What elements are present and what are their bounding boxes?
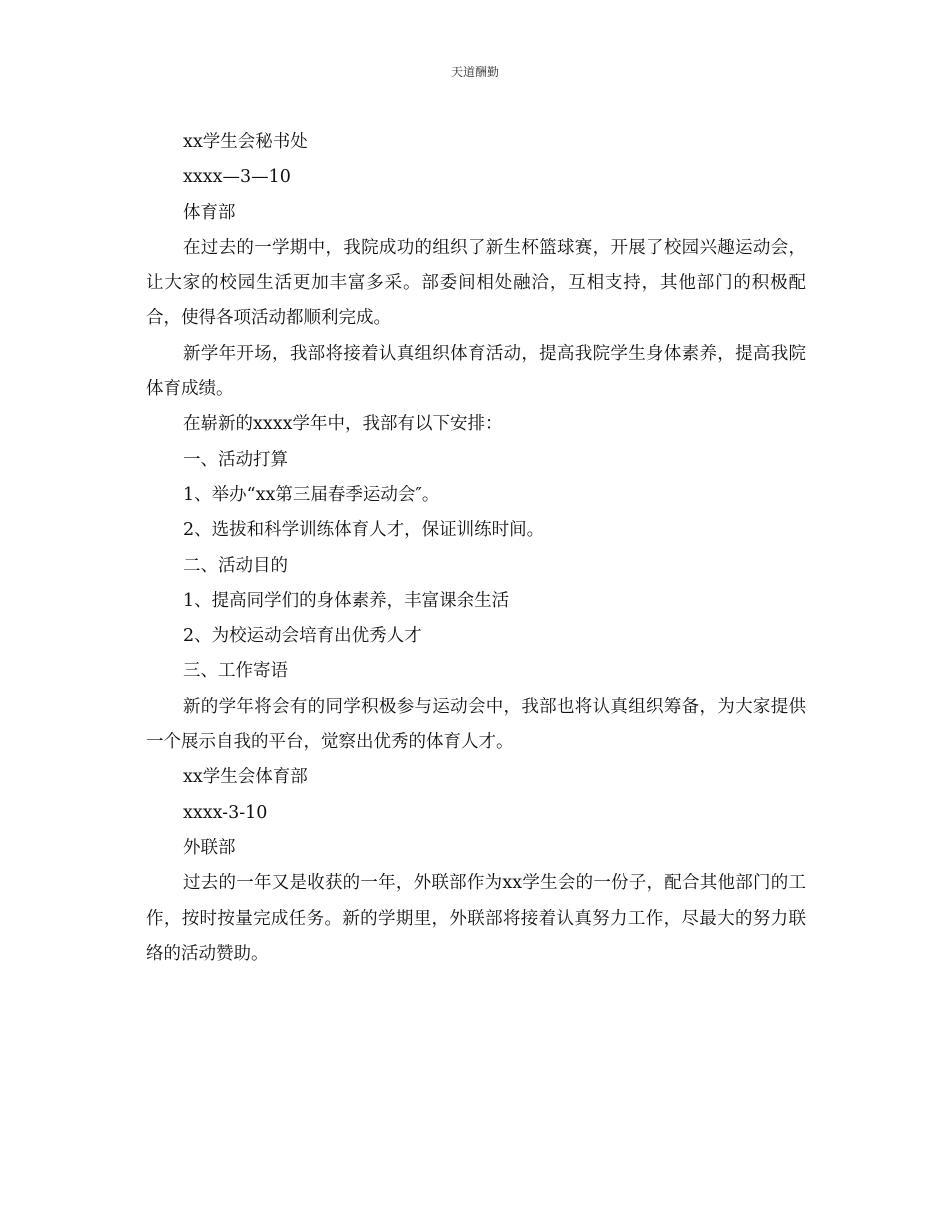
paragraph: 新的学年将会有的同学积极参与运动会中，我部也将认真组织筹备，为大家提供一个展示自我的平台，觉察出优秀的体育人才。 (146, 696, 806, 753)
list-item: 2、选拔和科学训练体育人才，保证训练时间。 (183, 520, 545, 541)
page-header: 天道酬勤 (450, 65, 499, 79)
paragraph: 新学年开场，我部将接着认真组织体育活动，提高我院学生身体素养，提高我院体育成绩。 (146, 343, 806, 400)
date-sports: xxxx-3-10 (183, 802, 268, 823)
document-body (146, 125, 806, 972)
paragraph: 在过去的一学期中，我院成功的组织了新生杯篮球赛，开展了校园兴趣运动会，让大家的校园生活更加丰富多采。部委间相处融洽，互相支持，其他部门的积极配合，使得各项活动都顺利完成。 (146, 237, 806, 329)
list-heading: 二、活动目的 (183, 555, 288, 576)
list-heading: 一、活动打算 (183, 449, 288, 470)
list-heading: 三、工作寄语 (183, 661, 288, 682)
date-secretariat: xxxx—3—10 (183, 167, 291, 188)
list-item: 1、提高同学们的身体素养，丰富课余生活 (183, 590, 510, 611)
signature-secretariat: xx学生会秘书处 (183, 132, 308, 152)
signature-sports: xx学生会体育部 (183, 767, 308, 788)
list-item: 2、为校运动会培育出优秀人才 (183, 626, 422, 647)
paragraph: 在崭新的xxxx学年中，我部有以下安排： (183, 414, 503, 435)
list-item: 1、举办“xx第三届春季运动会″。 (183, 484, 440, 505)
section-heading-external: 外联部 (183, 837, 236, 858)
paragraph: 过去的一年又是收获的一年，外联部作为xx学生会的一份子，配合其他部门的工作，按时按量完成任务。新的学期里，外联部将接着认真努力工作，尽最大的努力联络的活动赞助。 (146, 873, 806, 964)
section-heading-sports: 体育部 (183, 202, 236, 223)
